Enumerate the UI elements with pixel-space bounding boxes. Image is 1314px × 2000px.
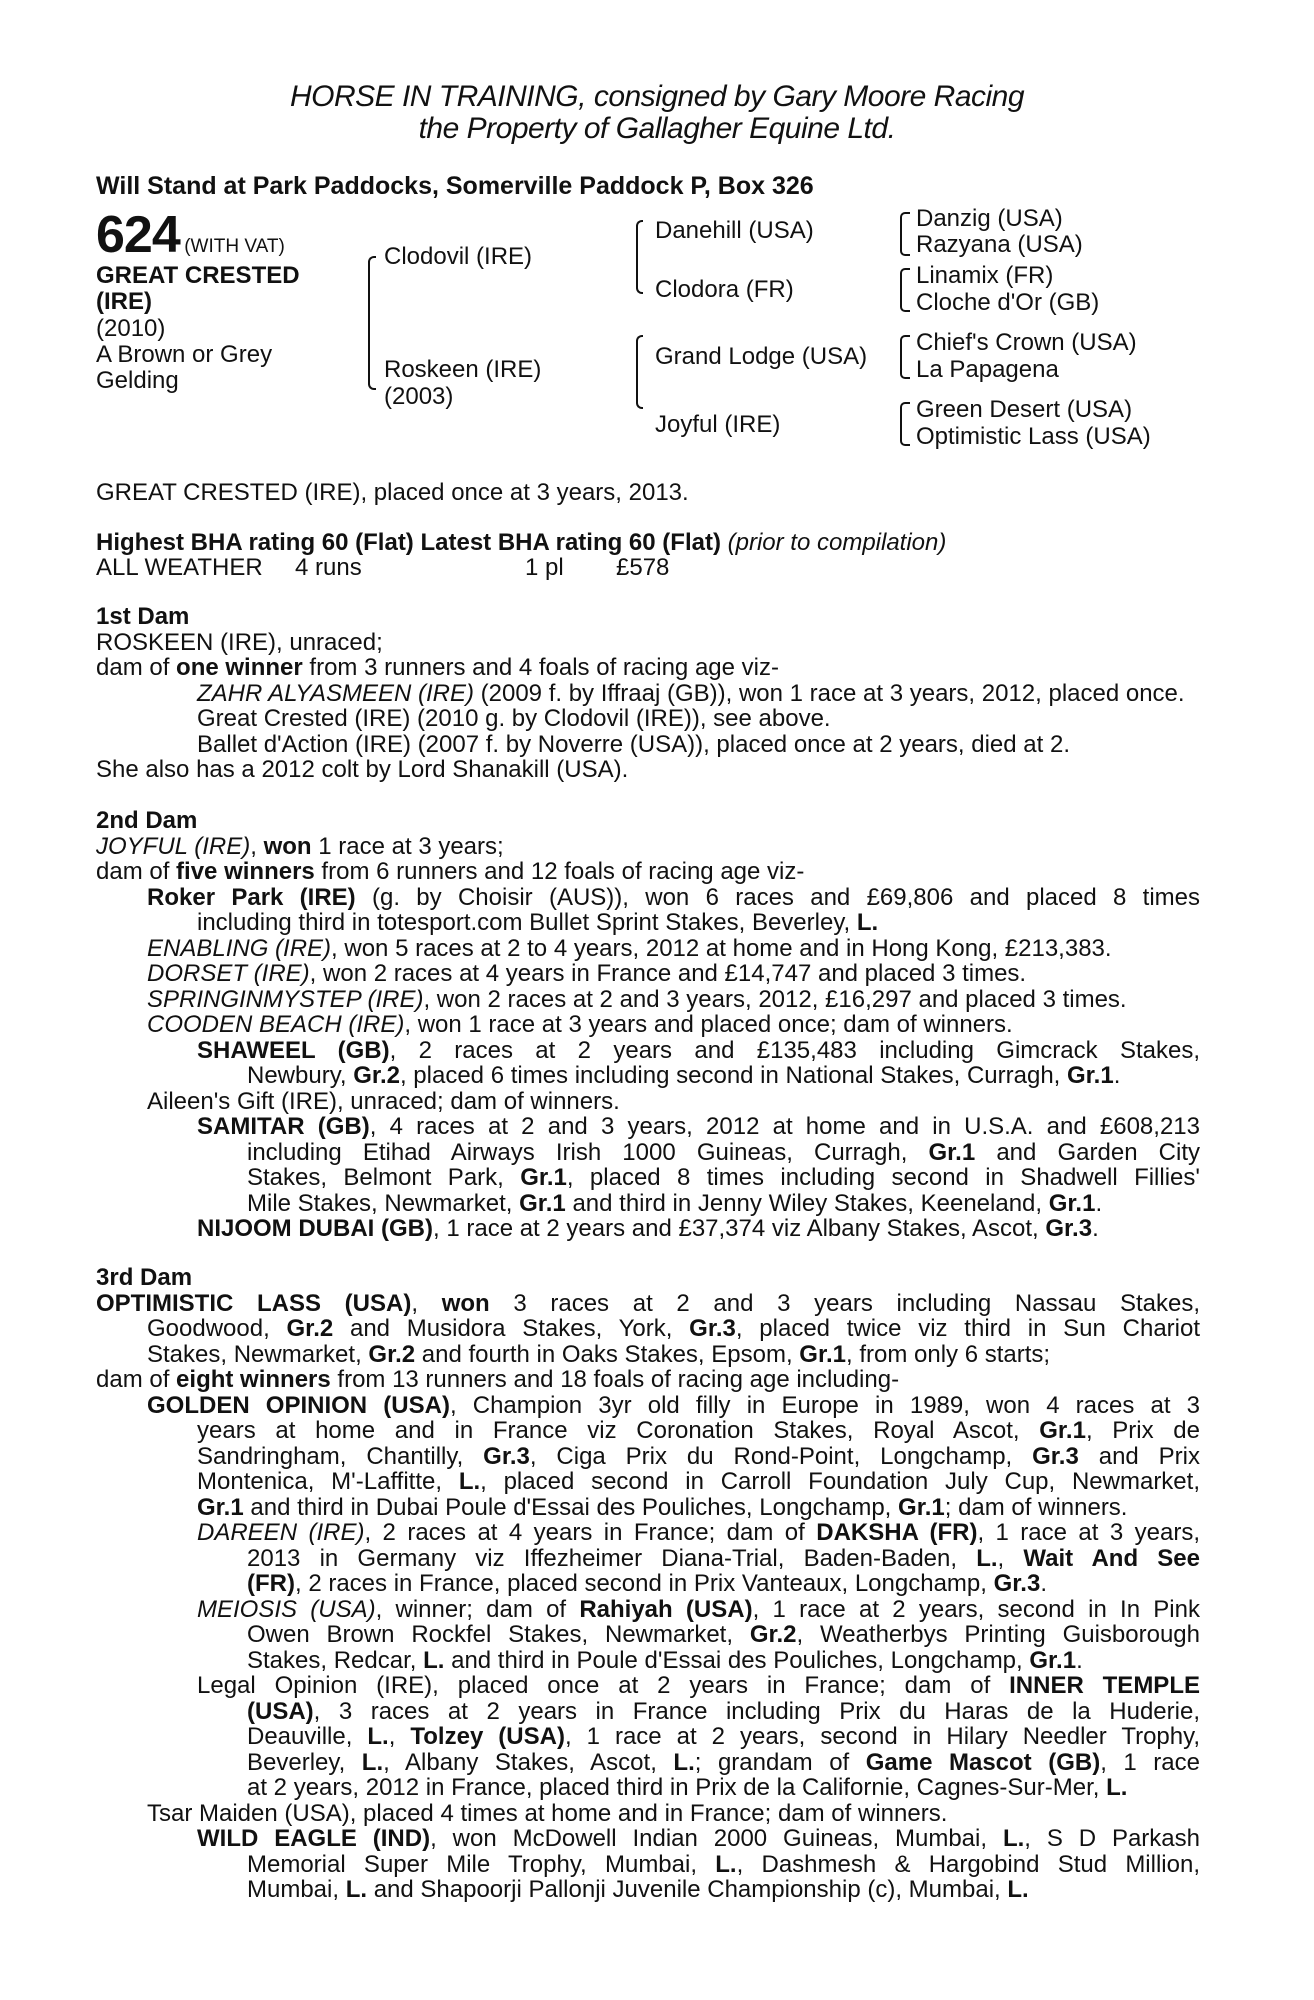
horse-year: (2010) [96, 315, 166, 342]
grandproduce-entry-cont: Stakes, Redcar, L. and third in Poule d'Essai des Pouliches, Longchamp, Gr.1. [247, 1646, 1083, 1674]
produce-summary: dam of five winners from 6 runners and 12 foals of racing age viz- [96, 858, 805, 885]
rating-note: (prior to compilation) [720, 529, 947, 556]
grandproduce-entry-cont: 2013 in Germany viz Iffezheimer Diana-Trial, Baden-Baden, L., Wait And See [247, 1544, 1200, 1572]
dam-sire-sire: Chief's Crown (USA) [916, 329, 1137, 356]
produce-entry: ENABLING (IRE), won 5 races at 2 to 4 years, 2012 at home and in Hong Kong, £213,383. [147, 934, 1112, 962]
produce-entry: Roker Park (IRE) (g. by Choisir (AUS)), won 6 races and £69,806 and placed 8 times [147, 883, 1201, 911]
lot-heading [96, 205, 285, 265]
produce-entry: Tsar Maiden (USA), placed 4 times at home and in France; dam of winners. [147, 1799, 948, 1827]
horse-country: (IRE) [96, 288, 152, 315]
surface-runs: 4 runs [295, 554, 362, 581]
grandproduce-entry-cont: Newbury, Gr.2, placed 6 times including second in National Stakes, Curragh, Gr.1. [247, 1062, 1121, 1089]
dam-entry-cont: Goodwood, Gr.2 and Musidora Stakes, York, Gr.3, placed twice viz third in Sun Chariot [147, 1315, 1201, 1342]
vat-note: (WITH VAT) [184, 236, 285, 257]
produce-entry-cont: Montenica, M'-Laffitte, L., placed second in Carroll Foundation July Cup, Newmarket, [197, 1468, 1200, 1495]
grandproduce-entry-cont: (USA), 3 races at 2 years in France including Prix du Haras de la Huderie, [247, 1697, 1200, 1725]
surface-prize: £578 [616, 554, 670, 581]
first-dam-section [96, 604, 1200, 783]
rating-line [96, 529, 946, 557]
sire-sire: Danehill (USA) [655, 217, 814, 244]
grandproduce-entry-cont: Deauville, L., Tolzey (USA), 1 race at 2 years, second in Hilary Needler Trophy, [247, 1723, 1201, 1750]
produce-entry: GOLDEN OPINION (USA), Champion 3yr old filly in Europe in 1989, won 4 races at 3 [147, 1391, 1200, 1419]
produce-summary: dam of eight winners from 13 runners and 18 foals of racing age including- [96, 1366, 900, 1393]
grandproduce-entry-cont: Memorial Super Mile Trophy, Mumbai, L., Dashmesh & Hargobind Stud Million, [247, 1850, 1200, 1878]
produce-entry-cont: Sandringham, Chantilly, Gr.3, Ciga Prix du Rond-Point, Longchamp, Gr.3 and Prix [197, 1442, 1200, 1470]
sire-dam-dam: Cloche d'Or (GB) [916, 289, 1100, 316]
race-summary: GREAT CRESTED (IRE), placed once at 3 years, 2013. [96, 479, 689, 506]
dam-dam-sire: Green Desert (USA) [916, 396, 1133, 423]
dam-year: (2003) [384, 383, 454, 410]
pedigree-brace-dam [636, 335, 643, 409]
surface-label: ALL WEATHER [96, 554, 263, 581]
brace-sd [900, 268, 910, 312]
produce-entry-cont: including third in totesport.com Bullet Sprint Stakes, Beverley, L. [197, 909, 879, 936]
sire: Clodovil (IRE) [384, 243, 533, 270]
dam-entry: ROSKEEN (IRE), unraced; [96, 628, 383, 656]
grandproduce-entry-cont: (FR), 2 races in France, placed second in Prix Vanteaux, Longchamp, Gr.3. [247, 1570, 1047, 1597]
produce-entry-cont: Gr.1 and third in Dubai Poule d'Essai des Pouliches, Longchamp, Gr.1; dam of winners. [197, 1493, 1128, 1521]
sire-dam-sire: Linamix (FR) [916, 262, 1054, 289]
consignor-line: HORSE IN TRAINING, consigned by Gary Moore Racing [289, 80, 1025, 113]
second-dam-section [96, 808, 1200, 1242]
grandproduce-entry-cont: Mile Stakes, Newmarket, Gr.1 and third in Jenny Wiley Stakes, Keeneland, Gr.1. [247, 1189, 1103, 1217]
dam-entry: JOYFUL (IRE), won 1 race at 3 years; [96, 832, 504, 860]
dam-dam-dam: Optimistic Lass (USA) [916, 423, 1151, 450]
pedigree-brace-sire [636, 220, 643, 294]
brace-dd [900, 402, 910, 446]
grandproduce-entry-cont: at 2 years, 2012 in France, placed third in Prix de la Californie, Cagnes-Sur-Mer, L. [247, 1774, 1128, 1801]
pedigree-brace-main [368, 256, 376, 390]
grandproduce-entry: SHAWEEL (GB), 2 races at 2 years and £135,483 including Gimcrack Stakes, [197, 1036, 1200, 1064]
dam-sire: Grand Lodge (USA) [655, 343, 868, 370]
produce-entry: Great Crested (IRE) (2010 g. by Clodovil (IRE)), see above. [197, 705, 831, 732]
produce-summary: dam of one winner from 3 runners and 4 foals of racing age viz- [96, 654, 779, 681]
sire-dam: Clodora (FR) [655, 276, 794, 303]
grandproduce-entry: Legal Opinion (IRE), placed once at 2 years in France; dam of INNER TEMPLE [197, 1672, 1200, 1699]
produce-entry-cont: years at home and in France viz Coronation Stakes, Royal Ascot, Gr.1, Prix de [197, 1417, 1201, 1444]
grandproduce-entry: DAREEN (IRE), 2 races at 4 years in France; dam of DAKSHA (FR), 1 race at 3 years, [197, 1519, 1201, 1546]
grandproduce-entry-cont: Mumbai, L. and Shapoorji Pallonji Juvenile Championship (c), Mumbai, L. [247, 1876, 1029, 1903]
horse-name: GREAT CRESTED [96, 262, 300, 289]
dam-dam: Joyful (IRE) [655, 411, 781, 438]
produce-entry: ZAHR ALYASMEEN (IRE) (2009 f. by Iffraaj (GB)), won 1 race at 3 years, 2012, placed once. [197, 679, 1185, 707]
produce-entry: COODEN BEACH (IRE), won 1 race at 3 years and placed once; dam of winners. [147, 1011, 1013, 1038]
section-title: 2nd Dam [96, 807, 198, 834]
sire-sire-dam: Razyana (USA) [916, 231, 1083, 258]
dam-entry-cont: Stakes, Newmarket, Gr.2 and fourth in Oaks Stakes, Epsom, Gr.1, from only 6 starts; [147, 1340, 1051, 1368]
property-line: the Property of Gallagher Equine Ltd. [418, 112, 896, 145]
grandproduce-entry-cont: Stakes, Belmont Park, Gr.1, placed 8 times including second in Shadwell Fillies' [247, 1164, 1200, 1191]
third-dam-section [96, 1265, 1200, 1903]
grandproduce-entry: SAMITAR (GB), 4 races at 2 and 3 years, 2012 at home and in U.S.A. and £608,213 [197, 1113, 1200, 1140]
section-title: 1st Dam [96, 603, 190, 630]
brace-ss [900, 212, 910, 256]
surface-placed: 1 pl [525, 554, 564, 581]
produce-entry: DORSET (IRE), won 2 races at 4 years in France and £14,747 and placed 3 times. [147, 960, 1027, 987]
grandproduce-entry: WILD EAGLE (IND), won McDowell Indian 2000 Guineas, Mumbai, L., S D Parkash [197, 1825, 1200, 1852]
rating-text: Highest BHA rating 60 (Flat) Latest BHA rating 60 (Flat) [96, 529, 721, 556]
lot-number: 624 [96, 206, 180, 264]
brace-ds [900, 335, 910, 379]
section-title: 3rd Dam [96, 1264, 193, 1291]
stand-location: Will Stand at Park Paddocks, Somerville Paddock P, Box 326 [96, 172, 814, 200]
produce-entry: Aileen's Gift (IRE), unraced; dam of winners. [147, 1087, 620, 1115]
grandproduce-entry-cont: Owen Brown Rockfel Stakes, Newmarket, Gr.2, Weatherbys Printing Guisborough [247, 1621, 1200, 1648]
sire-sire-sire: Danzig (USA) [916, 205, 1063, 232]
grandproduce-entry: MEIOSIS (USA), winner; dam of Rahiyah (USA), 1 race at 2 years, second in In Pink [197, 1595, 1200, 1623]
horse-sex: Gelding [96, 367, 179, 394]
horse-description: A Brown or Grey [96, 341, 273, 368]
produce-entry: SPRINGINMYSTEP (IRE), won 2 races at 2 and 3 years, 2012, £16,297 and placed 3 times. [147, 985, 1127, 1013]
dam-entry: OPTIMISTIC LASS (USA), won 3 races at 2 and 3 years including Nassau Stakes, [96, 1289, 1200, 1317]
grandproduce-entry-cont: including Etihad Airways Irish 1000 Guineas, Curragh, Gr.1 and Garden City [247, 1138, 1200, 1166]
grandproduce-entry: NIJOOM DUBAI (GB), 1 race at 2 years and £37,374 viz Albany Stakes, Ascot, Gr.3. [197, 1215, 1099, 1242]
grandproduce-entry-cont: Beverley, L., Albany Stakes, Ascot, L.; grandam of Game Mascot (GB), 1 race [247, 1748, 1200, 1776]
produce-note: She also has a 2012 colt by Lord Shanakill (USA). [96, 756, 629, 783]
dam-sire-dam: La Papagena [916, 356, 1059, 383]
dam: Roskeen (IRE) [384, 356, 542, 383]
produce-entry: Ballet d'Action (IRE) (2007 f. by Noverre (USA)), placed once at 2 years, died at 2. [197, 730, 1070, 758]
